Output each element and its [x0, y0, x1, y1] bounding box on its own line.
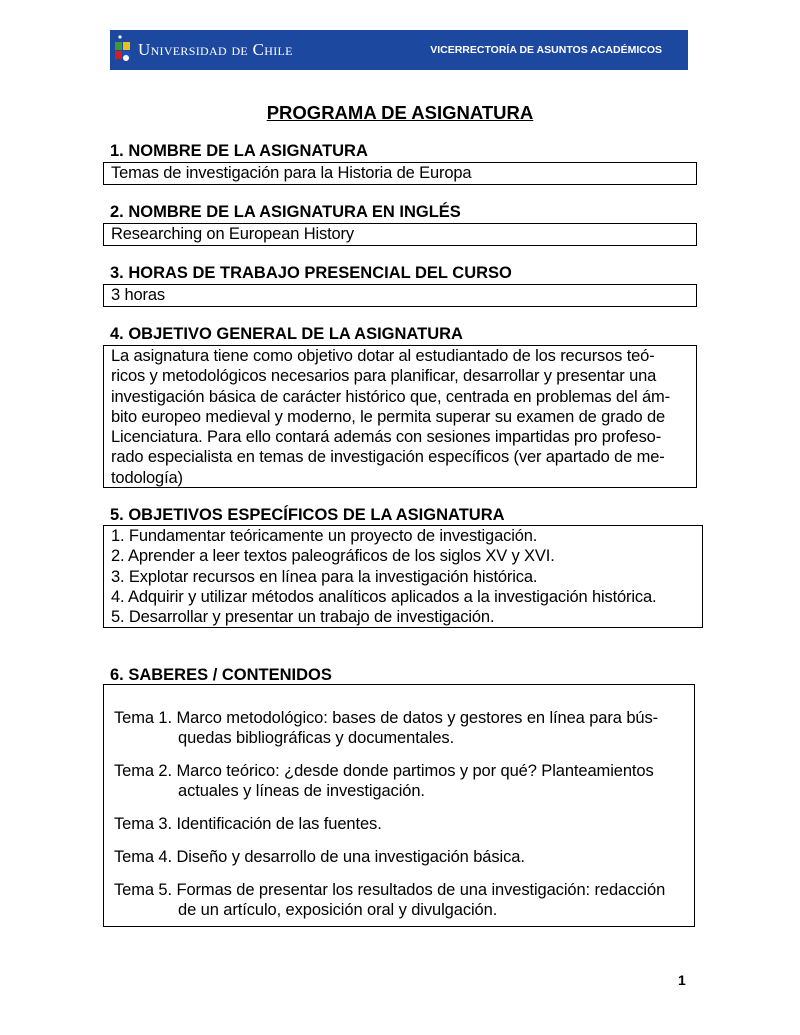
objective-line: La asignatura tiene como objetivo dotar al estudiantado de los recursos teó- [111, 347, 655, 365]
course-name-english: Researching on European History [111, 225, 354, 243]
section-6-heading: 6. SABERES / CONTENIDOS [110, 666, 332, 684]
university-logo-icon [114, 34, 132, 66]
content-topic-2 [104, 761, 694, 801]
objective-line: bito europeo medieval y moderno, le permita superar su examen de grado de [111, 407, 666, 426]
objective-line: ricos y metodológicos necesarios para planificar, desarrollar y presentar una [111, 367, 657, 386]
specific-objective: 5. Desarrollar y presentar un trabajo de investigación. [111, 608, 495, 627]
section-1-heading: 1. NOMBRE DE LA ASIGNATURA [110, 142, 368, 160]
content-topic-5 [104, 880, 694, 920]
section-2-box [103, 223, 697, 246]
page-title: PROGRAMA DE ASIGNATURA [266, 102, 534, 123]
section-4-box [103, 345, 697, 488]
course-name: Temas de investigación para la Historia de Europa [111, 164, 472, 182]
page-number: 1 [678, 972, 686, 988]
university-name: Universidad de Chile [138, 40, 293, 59]
section-1-box [103, 162, 697, 185]
contact-hours: 3 horas [111, 286, 165, 304]
section-5-heading: 5. OBJETIVOS ESPECÍFICOS DE LA ASIGNATURA [110, 506, 505, 524]
objective-line: todología) [111, 468, 183, 487]
topic-text: Tema 2. Marco teórico: ¿desde donde partimos y por qué? Planteamientos [114, 762, 654, 780]
specific-objective: 1. Fundamentar teóricamente un proyecto de investigación. [111, 527, 538, 545]
unit-name: VICERRECTORÍA DE ASUNTOS ACADÉMICOS [430, 44, 662, 56]
section-6-box [103, 684, 695, 927]
content-topic-3 [104, 814, 694, 834]
content-topic-1 [104, 708, 694, 748]
objective-line: rado especialista en temas de investigación específicos (ver apartado de me- [111, 448, 665, 467]
content-topic-4 [104, 847, 694, 867]
topic-text: Tema 4. Diseño y desarrollo de una investigación básica. [114, 848, 525, 866]
topic-text-continued: actuales y líneas de investigación. [178, 782, 425, 800]
objective-line: Licenciatura. Para ello contará además con sesiones impartidas pro profeso- [111, 428, 662, 447]
section-3-box [103, 284, 697, 307]
topic-text-continued: quedas bibliográficas y documentales. [178, 729, 455, 747]
header-banner [110, 30, 688, 70]
topic-text: Tema 5. Formas de presentar los resultados de una investigación: redacción [114, 881, 666, 899]
section-2-heading: 2. NOMBRE DE LA ASIGNATURA EN INGLÉS [110, 203, 461, 221]
specific-objective: 3. Explotar recursos en línea para la investigación histórica. [111, 567, 538, 586]
section-5-box [103, 525, 703, 628]
topic-text: Tema 3. Identificación de las fuentes. [114, 815, 382, 833]
section-4-heading: 4. OBJETIVO GENERAL DE LA ASIGNATURA [110, 325, 463, 343]
specific-objective: 4. Adquirir y utilizar métodos analíticos aplicados a la investigación histórica. [111, 587, 657, 606]
topic-text-continued: de un artículo, exposición oral y divulgación. [178, 901, 498, 919]
topic-text: Tema 1. Marco metodológico: bases de datos y gestores en línea para bús- [114, 709, 659, 727]
objective-line: investigación básica de carácter histórico que, centrada en problemas del ám- [111, 387, 670, 406]
section-3-heading: 3. HORAS DE TRABAJO PRESENCIAL DEL CURSO [110, 264, 512, 282]
specific-objective: 2. Aprender a leer textos paleográficos de los siglos XV y XVI. [111, 547, 555, 566]
